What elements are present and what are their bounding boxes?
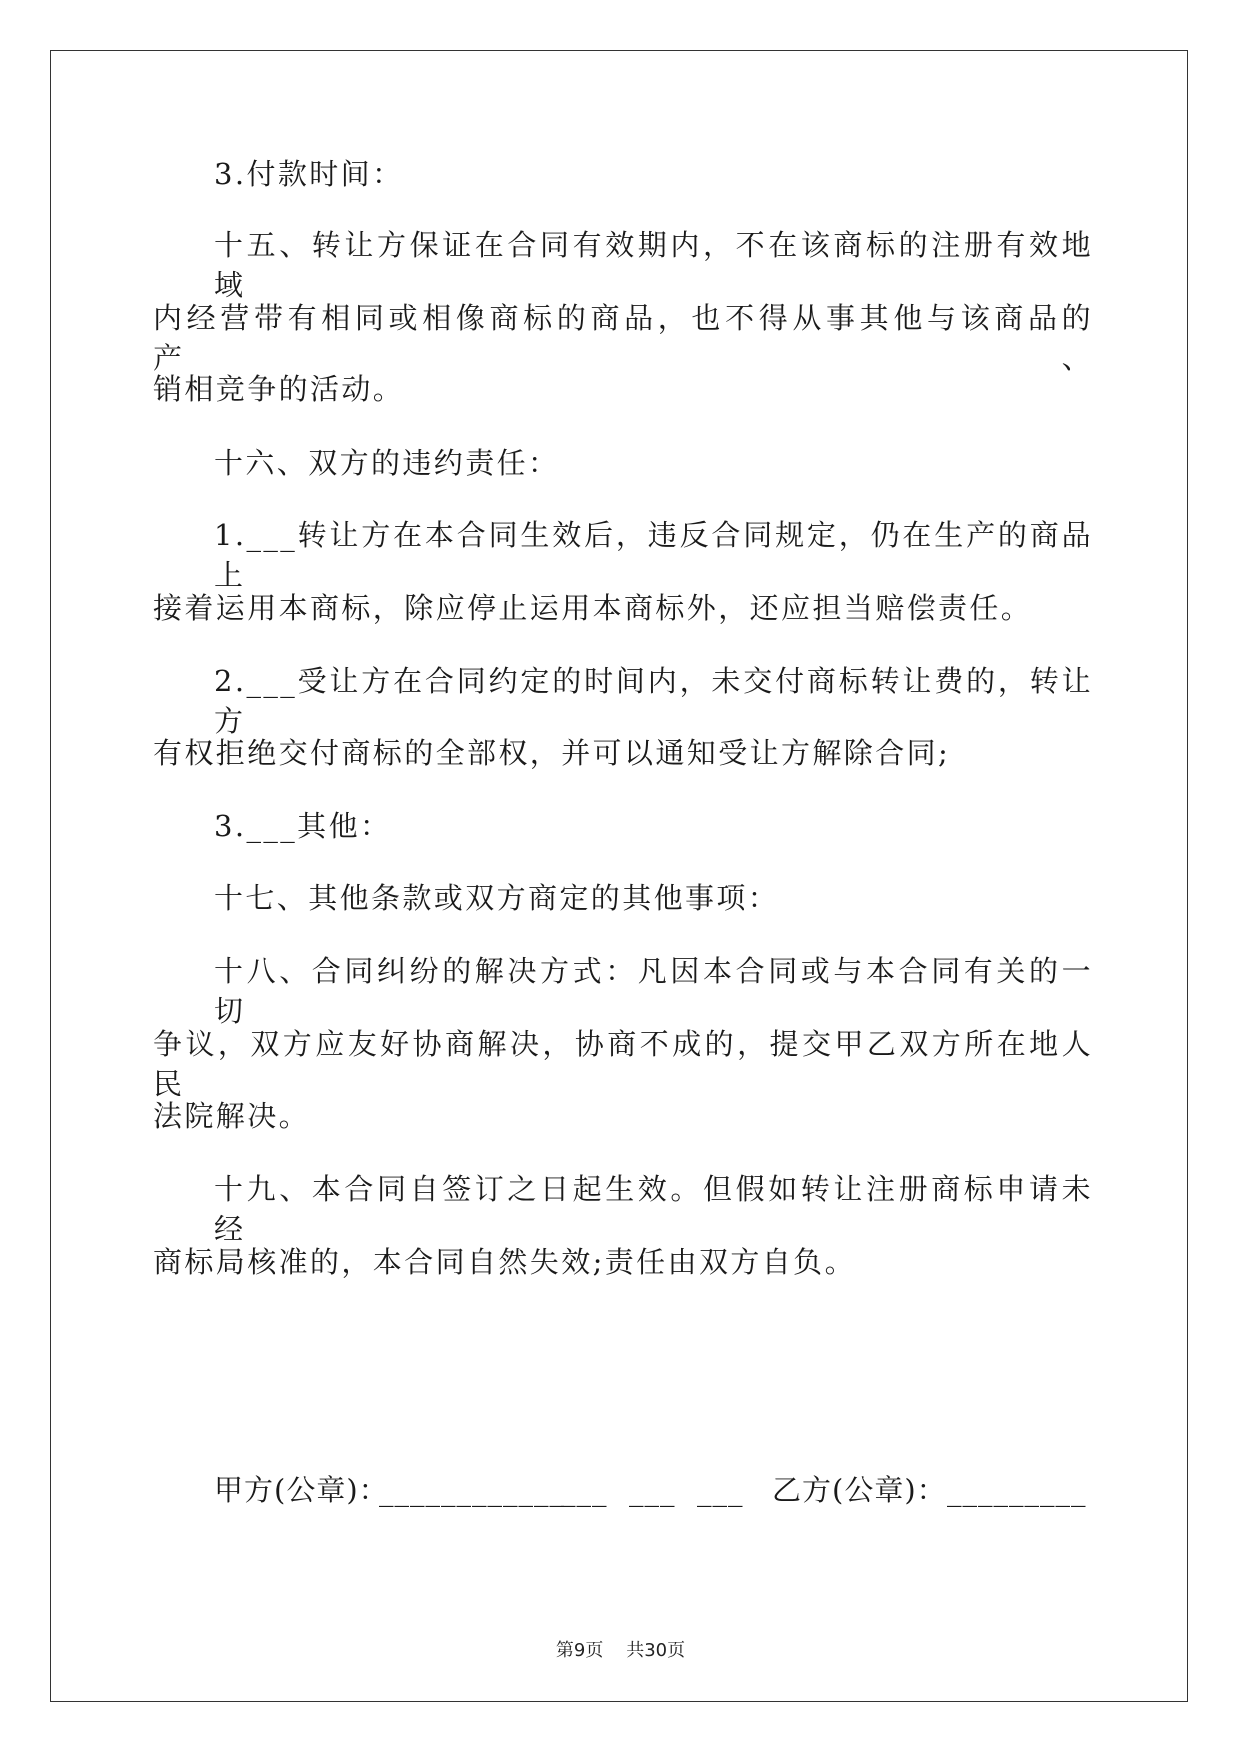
- blank-line: ___: [629, 1473, 676, 1507]
- party-a-signature-blank: ____________: [379, 1473, 565, 1507]
- blank-line: ___: [561, 1473, 608, 1507]
- paragraph-line: 2.___受让方在合同约定的时间内，未交付商标转让费的，转让方: [214, 664, 1093, 738]
- paragraph-line: 十九、本合同自签订之日起生效。但假如转让注册商标申请未经: [214, 1172, 1093, 1246]
- paragraph-line: 1.___转让方在本合同生效后，违反合同规定，仍在生产的商品上: [214, 518, 1093, 592]
- paragraph-line: 争议，双方应友好协商解决，协商不成的，提交甲乙双方所在地人民: [153, 1027, 1093, 1101]
- paragraph-line: 3.___其他：: [214, 809, 392, 843]
- paragraph-line: 十八、合同纠纷的解决方式：凡因本合同或与本合同有关的一切: [214, 954, 1093, 1028]
- paragraph-line: 内经营带有相同或相像商标的商品，也不得从事其他与该商品的产、: [153, 301, 1093, 375]
- paragraph-line: 接着运用本商标，除应停止运用本商标外，还应担当赔偿责任。: [153, 591, 1033, 625]
- paragraph-line: 十七、其他条款或双方商定的其他事项：: [214, 881, 780, 915]
- paragraph-line: 商标局核准的，本合同自然失效;责任由双方自负。: [153, 1245, 856, 1279]
- signature-row: [214, 1470, 1094, 1510]
- page-number: 第9页 共30页: [555, 1640, 686, 1661]
- paragraph-line: 十六、双方的违约责任：: [214, 446, 560, 480]
- party-b-signature-blank: _________: [947, 1473, 1087, 1507]
- paragraph-line: 十五、转让方保证在合同有效期内，不在该商标的注册有效地域: [214, 228, 1093, 302]
- party-a-label: 甲方(公章)：: [214, 1473, 389, 1507]
- paragraph-line: 法院解决。: [153, 1099, 311, 1133]
- party-b-label: 乙方(公章)：: [772, 1473, 947, 1507]
- paragraph-line: 有权拒绝交付商标的全部权，并可以通知受让方解除合同;: [153, 736, 951, 770]
- paragraph-line: 3.付款时间：: [214, 157, 404, 191]
- paragraph-line: 销相竞争的活动。: [153, 372, 405, 406]
- blank-line: ___: [697, 1473, 744, 1507]
